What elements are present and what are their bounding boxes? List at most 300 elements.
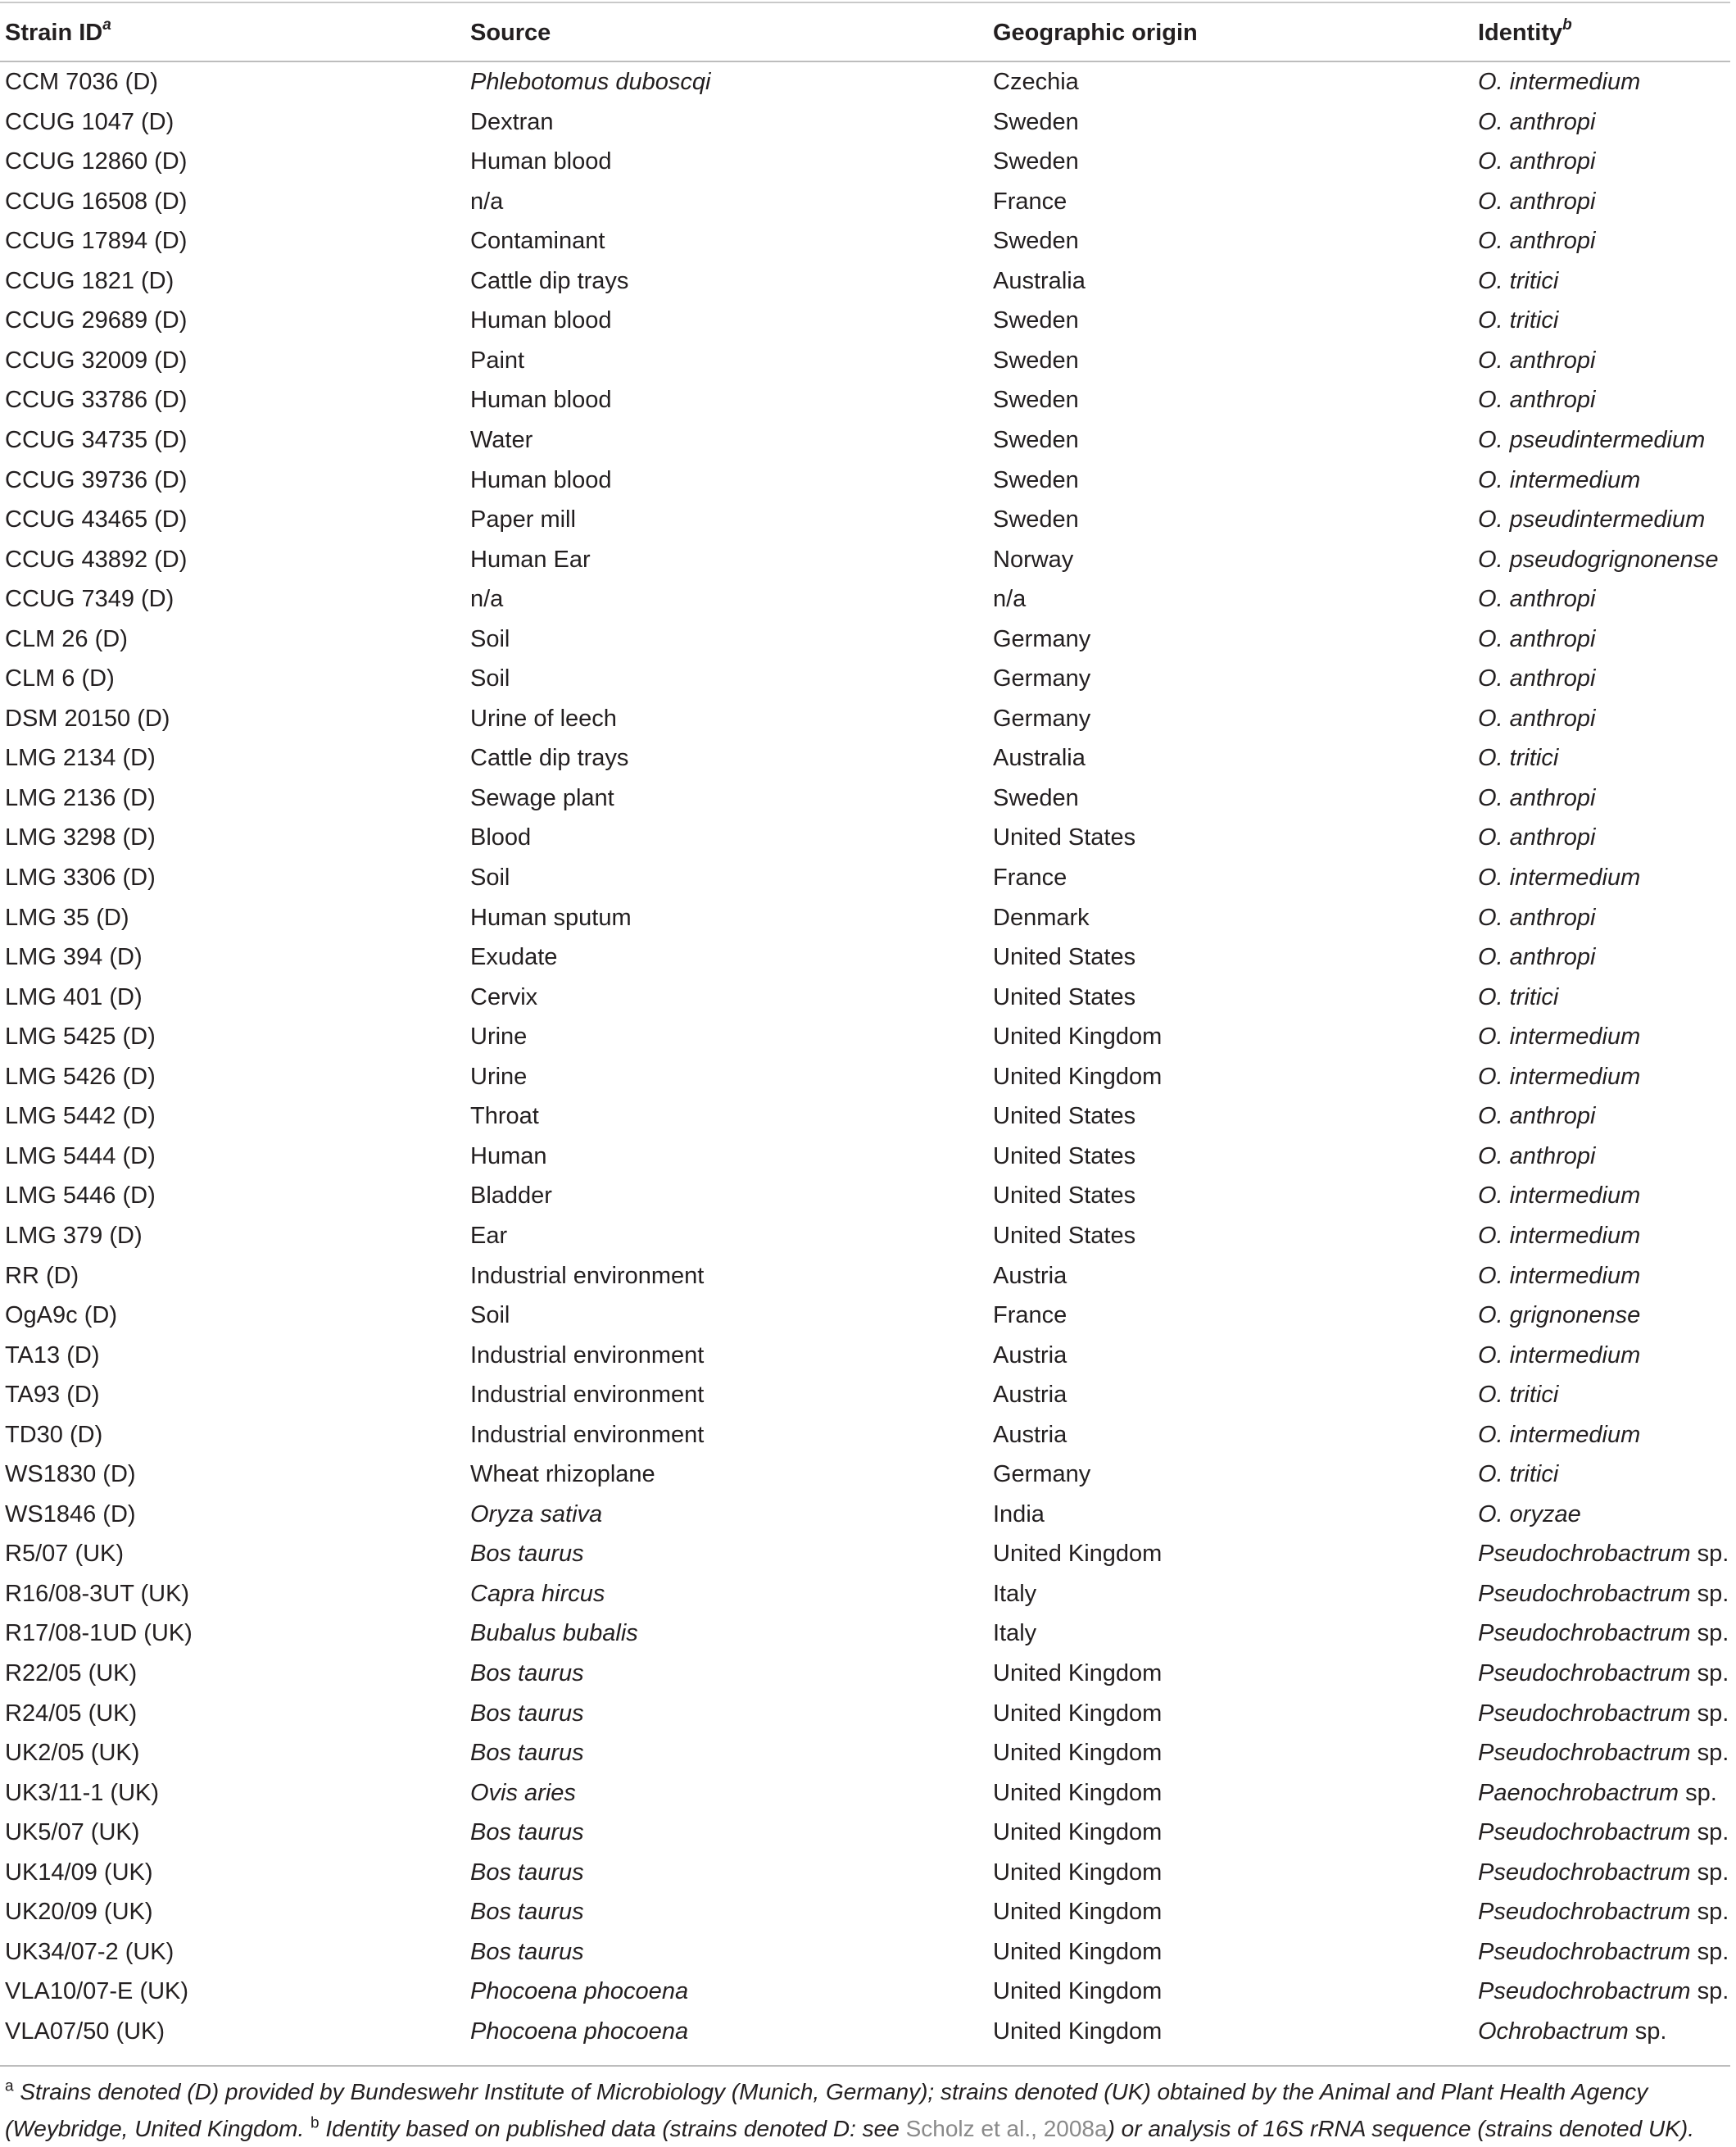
- table-row: [0, 1654, 1730, 1694]
- cell-geographic-origin: Sweden: [993, 506, 1079, 533]
- cell-strain-id: UK5/07 (UK): [5, 1819, 140, 1846]
- table-bottom-rule: [0, 2065, 1730, 2067]
- cell-geographic-origin: Austria: [993, 1421, 1067, 1448]
- cell-geographic-origin: Sweden: [993, 387, 1079, 414]
- cell-strain-id: WS1846 (D): [5, 1500, 136, 1527]
- identity-suffix: sp.: [1690, 1978, 1729, 2005]
- table-row: [0, 261, 1730, 302]
- cell-source: Bos taurus: [470, 1899, 584, 1926]
- cell-source: Human blood: [470, 148, 612, 175]
- table-row: [0, 1415, 1730, 1455]
- identity-suffix: sp.: [1690, 1660, 1729, 1686]
- cell-geographic-origin: United Kingdom: [993, 1859, 1163, 1886]
- cell-identity: [1478, 903, 1595, 933]
- cell-source: Urine of leech: [470, 705, 617, 732]
- cell-geographic-origin: Australia: [993, 745, 1086, 772]
- cell-geographic-origin: Germany: [993, 1461, 1091, 1488]
- identity-suffix: sp.: [1690, 1819, 1729, 1846]
- cell-strain-id: TA93 (D): [5, 1382, 100, 1409]
- cell-source: n/a: [470, 188, 504, 215]
- cell-identity: [1478, 1539, 1729, 1568]
- cell-source: Soil: [470, 1302, 510, 1329]
- table-row: [0, 380, 1730, 420]
- cell-identity: [1478, 942, 1595, 972]
- table-row: [0, 1455, 1730, 1495]
- cell-geographic-origin: United Kingdom: [993, 1938, 1163, 1965]
- identity-suffix: sp.: [1690, 1740, 1729, 1767]
- identity-name: O. grignonense: [1478, 1302, 1641, 1329]
- cell-source: Exudate: [470, 944, 558, 971]
- cell-geographic-origin: United Kingdom: [993, 1541, 1163, 1568]
- cell-strain-id: CCUG 1821 (D): [5, 267, 175, 294]
- cell-geographic-origin: United States: [993, 1182, 1136, 1210]
- cell-source: Industrial environment: [470, 1382, 705, 1409]
- cell-source: Human blood: [470, 307, 612, 334]
- table-row: [0, 1534, 1730, 1574]
- cell-strain-id: UK20/09 (UK): [5, 1899, 153, 1926]
- cell-identity: [1478, 385, 1595, 415]
- cell-identity: [1478, 624, 1595, 654]
- header-identity: Identity$^b$: [1478, 16, 1572, 46]
- cell-source: Cattle dip trays: [470, 745, 629, 772]
- cell-strain-id: CCUG 1047 (D): [5, 108, 175, 135]
- identity-suffix: sp.: [1628, 2018, 1667, 2045]
- table-row: [0, 1972, 1730, 2012]
- cell-identity: [1478, 1659, 1729, 1688]
- cell-geographic-origin: United States: [993, 983, 1136, 1010]
- cell-geographic-origin: United States: [993, 944, 1136, 971]
- table-row: [0, 1296, 1730, 1336]
- cell-strain-id: LMG 3298 (D): [5, 824, 156, 851]
- table-row: [0, 62, 1730, 102]
- identity-name: O. anthropi: [1478, 625, 1596, 652]
- cell-source: Ovis aries: [470, 1779, 576, 1806]
- identity-name: O. intermedium: [1478, 865, 1641, 891]
- table-row: [0, 540, 1730, 580]
- cell-geographic-origin: United Kingdom: [993, 1779, 1163, 1806]
- cell-strain-id: CCUG 17894 (D): [5, 228, 188, 255]
- cell-geographic-origin: Sweden: [993, 228, 1079, 255]
- cell-geographic-origin: United States: [993, 1222, 1136, 1249]
- identity-suffix: sp.: [1690, 1620, 1729, 1647]
- cell-geographic-origin: United Kingdom: [993, 1063, 1163, 1090]
- identity-name: O. anthropi: [1478, 944, 1596, 971]
- table-row: [0, 1017, 1730, 1057]
- cell-geographic-origin: Germany: [993, 625, 1091, 652]
- cell-strain-id: LMG 401 (D): [5, 983, 143, 1010]
- identity-name: Pseudochrobactrum: [1478, 1819, 1691, 1846]
- cell-strain-id: R17/08-1UD (UK): [5, 1620, 193, 1647]
- identity-suffix: sp.: [1690, 1541, 1729, 1568]
- cell-identity: [1478, 743, 1558, 773]
- table-row: [0, 1892, 1730, 1932]
- cell-geographic-origin: India: [993, 1500, 1045, 1527]
- cell-identity: [1478, 1618, 1729, 1648]
- table-row: [0, 858, 1730, 898]
- identity-name: O. intermedium: [1478, 466, 1641, 493]
- cell-source: Water: [470, 426, 533, 453]
- cell-geographic-origin: n/a: [993, 586, 1027, 613]
- cell-identity: [1478, 306, 1558, 335]
- cell-strain-id: WS1830 (D): [5, 1461, 136, 1488]
- cell-identity: [1478, 1062, 1640, 1092]
- identity-name: O. anthropi: [1478, 347, 1596, 374]
- identity-name: O. anthropi: [1478, 665, 1596, 692]
- cell-identity: [1478, 664, 1595, 693]
- identity-name: O. intermedium: [1478, 1341, 1641, 1369]
- cell-strain-id: LMG 5426 (D): [5, 1063, 156, 1090]
- cell-identity: [1478, 1261, 1640, 1291]
- identity-name: O. pseudintermedium: [1478, 506, 1706, 533]
- table-row: [0, 1733, 1730, 1773]
- cell-identity: [1478, 1101, 1595, 1131]
- cell-source: Soil: [470, 665, 510, 692]
- cell-strain-id: OgA9c (D): [5, 1302, 117, 1329]
- cell-strain-id: LMG 35 (D): [5, 904, 129, 931]
- cell-identity: [1478, 1937, 1729, 1967]
- table-row: [0, 1336, 1730, 1376]
- cell-strain-id: LMG 2136 (D): [5, 784, 156, 811]
- identity-name: O. anthropi: [1478, 148, 1596, 175]
- cell-geographic-origin: Norway: [993, 546, 1074, 573]
- identity-name: O. anthropi: [1478, 228, 1596, 255]
- identity-name: O. tritici: [1478, 1461, 1559, 1488]
- cell-source: Bubalus bubalis: [470, 1620, 638, 1647]
- cell-identity: [1478, 863, 1640, 892]
- cell-identity: [1478, 1858, 1729, 1887]
- cell-strain-id: CCUG 29689 (D): [5, 307, 188, 334]
- identity-name: O. oryzae: [1478, 1500, 1581, 1527]
- identity-name: O. tritici: [1478, 1382, 1559, 1409]
- cell-identity: [1478, 67, 1640, 97]
- cell-geographic-origin: Italy: [993, 1580, 1037, 1607]
- cell-source: Ear: [470, 1222, 508, 1249]
- table-row: [0, 1057, 1730, 1097]
- cell-strain-id: CLM 26 (D): [5, 625, 128, 652]
- cell-geographic-origin: Germany: [993, 665, 1091, 692]
- cell-geographic-origin: Austria: [993, 1382, 1067, 1409]
- identity-name: O. tritici: [1478, 745, 1559, 772]
- cell-geographic-origin: France: [993, 188, 1067, 215]
- identity-name: Pseudochrobactrum: [1478, 1938, 1691, 1965]
- identity-name: O. anthropi: [1478, 387, 1596, 414]
- cell-strain-id: CCUG 12860 (D): [5, 148, 188, 175]
- cell-source: Bladder: [470, 1182, 552, 1210]
- identity-name: Pseudochrobactrum: [1478, 1740, 1691, 1767]
- table-row: [0, 1375, 1730, 1415]
- cell-source: Human: [470, 1142, 547, 1169]
- cell-source: Capra hircus: [470, 1580, 605, 1607]
- cell-identity: [1478, 1420, 1640, 1450]
- table-row: [0, 1574, 1730, 1614]
- identity-name: O. anthropi: [1478, 784, 1596, 811]
- cell-identity: [1478, 266, 1558, 296]
- cell-source: Human Ear: [470, 546, 591, 573]
- cell-source: Dextran: [470, 108, 554, 135]
- cell-identity: [1478, 584, 1595, 614]
- cell-geographic-origin: United Kingdom: [993, 1660, 1163, 1686]
- identity-name: O. pseudogrignonense: [1478, 546, 1719, 573]
- cell-identity: [1478, 783, 1595, 813]
- cell-geographic-origin: France: [993, 865, 1067, 891]
- cell-source: Bos taurus: [470, 1700, 584, 1727]
- table-row: [0, 579, 1730, 620]
- cell-strain-id: DSM 20150 (D): [5, 705, 170, 732]
- table-row: [0, 1773, 1730, 1813]
- cell-geographic-origin: Austria: [993, 1341, 1067, 1369]
- identity-name: Pseudochrobactrum: [1478, 1660, 1691, 1686]
- cell-identity: [1478, 2017, 1666, 2046]
- cell-source: Phocoena phocoena: [470, 1978, 689, 2005]
- cell-geographic-origin: Czechia: [993, 69, 1079, 95]
- cell-identity: [1478, 1500, 1581, 1529]
- identity-name: Pseudochrobactrum: [1478, 1580, 1691, 1607]
- table-row: [0, 898, 1730, 938]
- cell-source: Phlebotomus duboscqi: [470, 69, 711, 95]
- cell-strain-id: CCUG 34735 (D): [5, 426, 188, 453]
- table-row: [0, 937, 1730, 978]
- cell-strain-id: CLM 6 (D): [5, 665, 115, 692]
- cell-geographic-origin: United Kingdom: [993, 1024, 1163, 1051]
- cell-geographic-origin: Italy: [993, 1620, 1037, 1647]
- cell-identity: [1478, 1022, 1640, 1051]
- cell-identity: [1478, 147, 1595, 176]
- table-row: [0, 500, 1730, 540]
- cell-source: Wheat rhizoplane: [470, 1461, 655, 1488]
- cell-identity: [1478, 107, 1595, 137]
- cell-geographic-origin: Sweden: [993, 347, 1079, 374]
- table-row: [0, 142, 1730, 182]
- cell-geographic-origin: Sweden: [993, 784, 1079, 811]
- cell-identity: [1478, 1738, 1729, 1768]
- cell-identity: [1478, 1579, 1729, 1609]
- cell-strain-id: CCUG 32009 (D): [5, 347, 188, 374]
- cell-strain-id: UK14/09 (UK): [5, 1859, 153, 1886]
- table-row: [0, 1932, 1730, 1972]
- cell-strain-id: R16/08-3UT (UK): [5, 1580, 190, 1607]
- table-row: [0, 1853, 1730, 1893]
- cell-identity: [1478, 1181, 1640, 1210]
- cell-geographic-origin: Sweden: [993, 426, 1079, 453]
- identity-name: O. intermedium: [1478, 1421, 1641, 1448]
- cell-identity: [1478, 823, 1595, 852]
- cell-strain-id: LMG 5425 (D): [5, 1024, 156, 1051]
- cell-geographic-origin: Austria: [993, 1262, 1067, 1289]
- table-row: [0, 182, 1730, 222]
- cell-strain-id: LMG 3306 (D): [5, 865, 156, 891]
- cell-source: Urine: [470, 1024, 528, 1051]
- cell-strain-id: R24/05 (UK): [5, 1700, 138, 1727]
- cell-source: Human blood: [470, 466, 612, 493]
- cell-identity: [1478, 1699, 1729, 1728]
- cell-geographic-origin: United States: [993, 1142, 1136, 1169]
- cell-strain-id: UK34/07-2 (UK): [5, 1938, 175, 1965]
- cell-source: Blood: [470, 824, 532, 851]
- cell-geographic-origin: United States: [993, 824, 1136, 851]
- cell-strain-id: UK3/11-1 (UK): [5, 1779, 160, 1806]
- cell-source: Soil: [470, 625, 510, 652]
- cell-source: Bos taurus: [470, 1740, 584, 1767]
- cell-strain-id: LMG 5446 (D): [5, 1182, 156, 1210]
- table-row: [0, 659, 1730, 699]
- cell-geographic-origin: Germany: [993, 705, 1091, 732]
- identity-name: Pseudochrobactrum: [1478, 1899, 1691, 1926]
- table-row: [0, 221, 1730, 261]
- cell-source: Contaminant: [470, 228, 605, 255]
- cell-source: Soil: [470, 865, 510, 891]
- cell-strain-id: CCUG 33786 (D): [5, 387, 188, 414]
- identity-name: O. anthropi: [1478, 108, 1596, 135]
- cell-identity: [1478, 983, 1558, 1012]
- identity-name: Pseudochrobactrum: [1478, 1700, 1691, 1727]
- identity-name: O. intermedium: [1478, 1063, 1641, 1090]
- identity-suffix: sp.: [1690, 1938, 1729, 1965]
- table-row: [0, 620, 1730, 660]
- cell-geographic-origin: United Kingdom: [993, 1740, 1163, 1767]
- cell-source: Human blood: [470, 387, 612, 414]
- cell-source: Phocoena phocoena: [470, 2018, 689, 2045]
- cell-geographic-origin: France: [993, 1302, 1067, 1329]
- table-row: [0, 1216, 1730, 1256]
- identity-suffix: sp.: [1690, 1859, 1729, 1886]
- cell-identity: [1478, 1977, 1729, 2006]
- cell-strain-id: CCM 7036 (D): [5, 69, 158, 95]
- identity-name: Pseudochrobactrum: [1478, 1620, 1691, 1647]
- cell-strain-id: TA13 (D): [5, 1341, 100, 1369]
- cell-source: Bos taurus: [470, 1859, 584, 1886]
- table-footnote: $^a$ Strains denoted (D) provided by Bundeswehr Institute of Microbiology (Munich, Germany); strains denoted (UK) obtained by the Animal and Plant Health Agency (Weybridge, United Kingdom. $^b$ Identity based on published data (strains denoted D: see Scholz et al., 2008a) or analysis of 16S rRNA sequence (strains denoted UK).: [5, 2077, 1694, 2141]
- header-source: Source: [470, 20, 551, 46]
- cell-geographic-origin: Sweden: [993, 307, 1079, 334]
- cell-geographic-origin: United Kingdom: [993, 1700, 1163, 1727]
- identity-name: O. tritici: [1478, 983, 1559, 1010]
- cell-geographic-origin: United Kingdom: [993, 1899, 1163, 1926]
- cell-strain-id: LMG 2134 (D): [5, 745, 156, 772]
- cell-identity: [1478, 1380, 1558, 1409]
- identity-name: Pseudochrobactrum: [1478, 1541, 1691, 1568]
- table-row: [0, 1813, 1730, 1853]
- identity-name: O. anthropi: [1478, 705, 1596, 732]
- cell-identity: [1478, 187, 1595, 216]
- cell-strain-id: VLA10/07-E (UK): [5, 1978, 189, 2005]
- cell-source: Bos taurus: [470, 1660, 584, 1686]
- identity-suffix: sp.: [1679, 1779, 1717, 1806]
- table-row: [0, 1176, 1730, 1216]
- identity-name: O. anthropi: [1478, 824, 1596, 851]
- cell-source: Industrial environment: [470, 1262, 705, 1289]
- cell-strain-id: CCUG 43465 (D): [5, 506, 188, 533]
- table-row: [0, 301, 1730, 341]
- cell-source: Oryza sativa: [470, 1500, 603, 1527]
- cell-identity: [1478, 505, 1705, 534]
- cell-source: n/a: [470, 586, 504, 613]
- cell-geographic-origin: United States: [993, 1103, 1136, 1130]
- identity-suffix: sp.: [1690, 1700, 1729, 1727]
- table-row: [0, 2012, 1730, 2052]
- table-header: [0, 3, 1730, 61]
- cell-identity: [1478, 1818, 1729, 1847]
- header-geographic-origin: Geographic origin: [993, 20, 1198, 46]
- table-row: [0, 102, 1730, 143]
- cell-identity: [1478, 1459, 1558, 1489]
- identity-name: Paenochrobactrum: [1478, 1779, 1679, 1806]
- cell-source: Bos taurus: [470, 1541, 584, 1568]
- cell-strain-id: LMG 5444 (D): [5, 1142, 156, 1169]
- cell-source: Human sputum: [470, 904, 632, 931]
- identity-name: Pseudochrobactrum: [1478, 1978, 1691, 2005]
- identity-name: O. tritici: [1478, 307, 1559, 334]
- cell-strain-id: UK2/05 (UK): [5, 1740, 140, 1767]
- identity-name: O. intermedium: [1478, 1262, 1641, 1289]
- cell-geographic-origin: Sweden: [993, 148, 1079, 175]
- cell-identity: [1478, 346, 1595, 375]
- identity-suffix: sp.: [1690, 1580, 1729, 1607]
- table-row: [0, 341, 1730, 381]
- cell-strain-id: CCUG 43892 (D): [5, 546, 188, 573]
- cell-identity: [1478, 1142, 1595, 1171]
- cell-geographic-origin: Sweden: [993, 466, 1079, 493]
- table-row: [0, 1495, 1730, 1535]
- cell-source: Paper mill: [470, 506, 576, 533]
- cell-identity: [1478, 1341, 1640, 1370]
- cell-identity: [1478, 1221, 1640, 1251]
- table-row: [0, 978, 1730, 1018]
- identity-name: O. anthropi: [1478, 1142, 1596, 1169]
- identity-name: O. intermedium: [1478, 1182, 1641, 1210]
- cell-geographic-origin: United Kingdom: [993, 1978, 1163, 2005]
- identity-name: O. anthropi: [1478, 586, 1596, 613]
- cell-source: Throat: [470, 1103, 539, 1130]
- cell-identity: [1478, 465, 1640, 495]
- cell-identity: [1478, 226, 1595, 256]
- cell-strain-id: CCUG 39736 (D): [5, 466, 188, 493]
- cell-strain-id: LMG 379 (D): [5, 1222, 143, 1249]
- header-strain-id: Strain $ID^a$: [5, 16, 111, 46]
- cell-strain-id: VLA07/50 (UK): [5, 2018, 165, 2045]
- cell-identity: [1478, 1897, 1729, 1927]
- table-row: [0, 699, 1730, 739]
- table-row: [0, 738, 1730, 778]
- cell-source: Cervix: [470, 983, 538, 1010]
- cell-identity: [1478, 1300, 1640, 1330]
- citation-link[interactable]: Scholz et al., 2008a: [905, 2116, 1108, 2141]
- cell-source: Industrial environment: [470, 1341, 705, 1369]
- table-row: [0, 461, 1730, 501]
- identity-name: O. anthropi: [1478, 188, 1596, 215]
- cell-identity: [1478, 425, 1705, 455]
- cell-identity: [1478, 1778, 1717, 1808]
- cell-source: Industrial environment: [470, 1421, 705, 1448]
- cell-geographic-origin: Australia: [993, 267, 1086, 294]
- table-row: [0, 1256, 1730, 1296]
- cell-source: Bos taurus: [470, 1938, 584, 1965]
- cell-strain-id: RR (D): [5, 1262, 79, 1289]
- table-row: [0, 1096, 1730, 1137]
- cell-strain-id: LMG 5442 (D): [5, 1103, 156, 1130]
- identity-name: O. intermedium: [1478, 69, 1641, 95]
- cell-geographic-origin: Denmark: [993, 904, 1090, 931]
- cell-geographic-origin: United Kingdom: [993, 2018, 1163, 2045]
- cell-strain-id: LMG 394 (D): [5, 944, 143, 971]
- identity-name: O. intermedium: [1478, 1024, 1641, 1051]
- table-row: [0, 420, 1730, 461]
- table-row: [0, 1694, 1730, 1734]
- cell-source: Cattle dip trays: [470, 267, 629, 294]
- table-row: [0, 818, 1730, 858]
- identity-name: O. tritici: [1478, 267, 1559, 294]
- table-row: [0, 778, 1730, 819]
- identity-name: O. anthropi: [1478, 1103, 1596, 1130]
